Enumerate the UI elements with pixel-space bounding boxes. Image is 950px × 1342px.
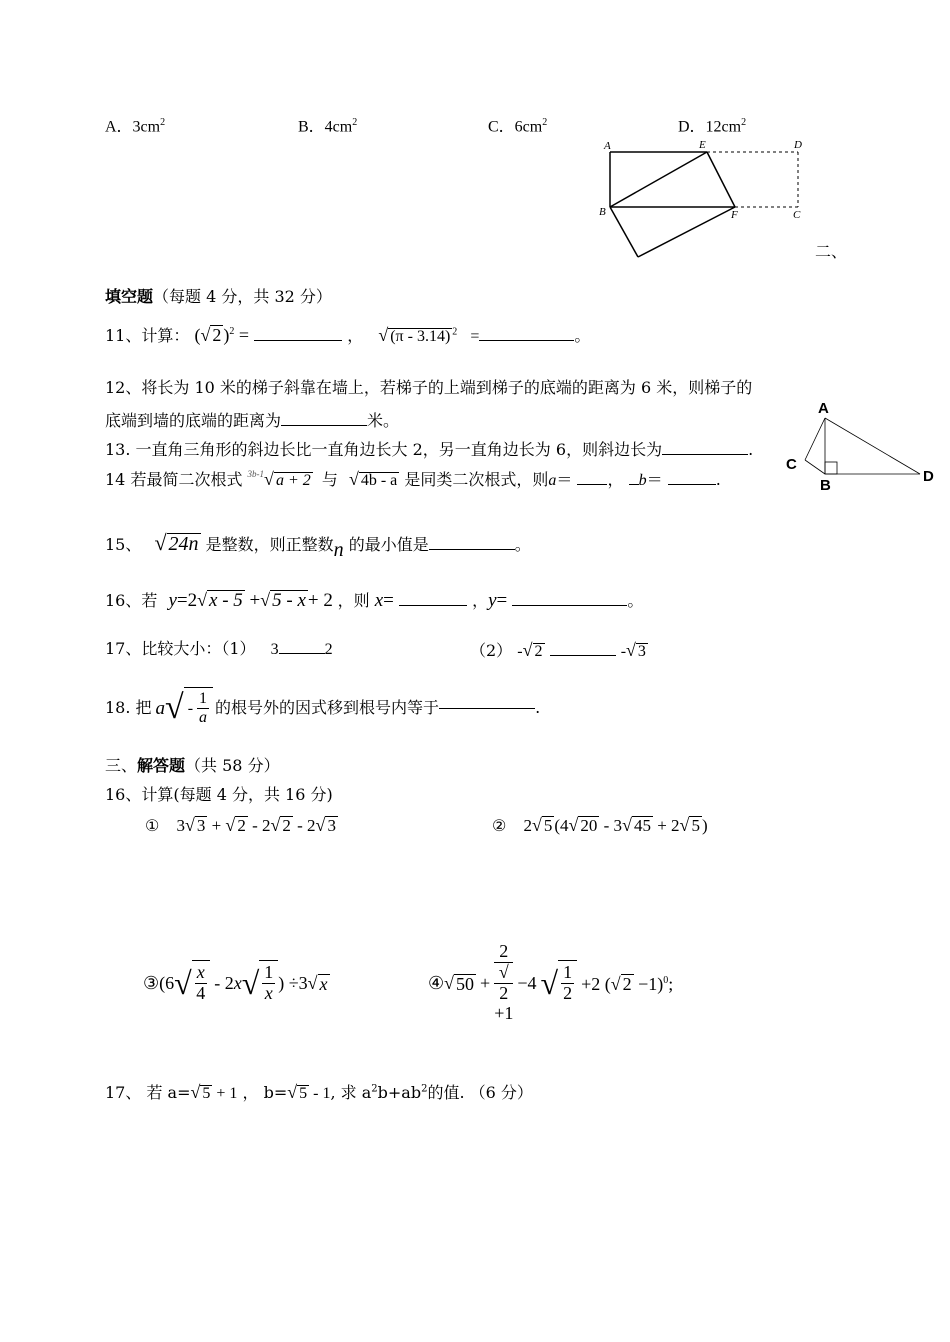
right-triangle-figure: [780, 398, 940, 493]
q13: 13. 一直角三角形的斜边长比一直角边长大 2，另一直角边长为 6，则斜边长为 .: [105, 440, 754, 459]
q18: 18. 把 a √ - $\frac{1}{a}$ 的根号外的因式移到根号内等于 .: [105, 680, 540, 736]
q17-compare: 17、比较大小：（1） 3 2: [105, 639, 333, 658]
option-a: A．$3cm^2$: [105, 117, 166, 136]
label-c: C: [793, 209, 801, 221]
q12-line1: 12、将长为 10 米的梯子斜靠在墙上，若梯子的上端到梯子的底端的距离为 6 米，则梯子的: [105, 378, 753, 397]
label-c2: C: [786, 456, 797, 473]
label-e: E: [699, 139, 706, 151]
section2-prefix: 二、: [815, 242, 848, 261]
edge-ef: [707, 152, 735, 207]
option-d: D．$12cm^2$: [678, 117, 747, 136]
fold-rectangle-figure: [595, 135, 810, 263]
label-d2: D: [923, 468, 934, 485]
label-f: F: [731, 209, 738, 221]
section2-heading: 填空题（每题 4 分，共 32 分）: [105, 287, 332, 306]
calc-4: ④ √ 50 + 2 √ 2 +1 −4 √ $\frac{1}{2}$ +2 (√ 2 −1)$^0$;: [428, 941, 674, 1023]
label-b2: B: [820, 477, 831, 493]
label-a2: A: [818, 400, 829, 417]
calc-3: ③ (6 √ $\frac{x}{4}$ - 2 x √ $\frac{1}{x}$ ) ÷3 √ x: [143, 958, 330, 1008]
edge-fold-f: [638, 207, 735, 257]
edge-b-fold: [610, 207, 638, 257]
q11: 11、计算： (√ 2 )$^2$ = ， √ (π - 3.14) $^2$ = 。: [105, 325, 591, 345]
label-d: D: [794, 139, 802, 151]
q16-calc-heading: 16、计算(每题 4 分，共 16 分): [105, 785, 333, 804]
q17-compare-2: （2） -√ 2 -√ 3: [470, 640, 646, 660]
label-b: B: [599, 206, 606, 218]
calc-1: ① 3√ 3 + √ 2 - 2√ 2 - 2√ 3: [145, 815, 336, 835]
q14: 14 若最简二次根式 $^{3b-1}$√ a + 2 与 √ 4b - a 是同类二次根式，则a＝ ， b＝ .: [105, 469, 721, 489]
q15: 15、 √ 24n 是整数，则正整数n 的最小值是 。: [105, 530, 531, 561]
option-c: C．$6cm^2$: [488, 117, 548, 136]
edge-be: [610, 152, 707, 207]
q12-line2: 底端到墙的底端的距离为 米。: [105, 411, 400, 430]
option-b: B．$4cm^2$: [298, 117, 358, 136]
section3-heading: 三、解答题（共 58 分）: [105, 756, 280, 775]
q17-final: 17、 若 a=√ 5 + 1 ， b=√ 5 - 1, 求 $a^2b+ab^2$的值. （6 分）: [105, 1082, 533, 1102]
q16-fill: 16、若 y=2√ x - 5 +√ 5 - x + 2 ，则 x= ，y= 。: [105, 590, 644, 611]
calc-2: ② 2√ 5 (4√ 20 - 3√ 45 + 2√ 5 ): [492, 815, 708, 835]
label-a: A: [604, 140, 611, 152]
